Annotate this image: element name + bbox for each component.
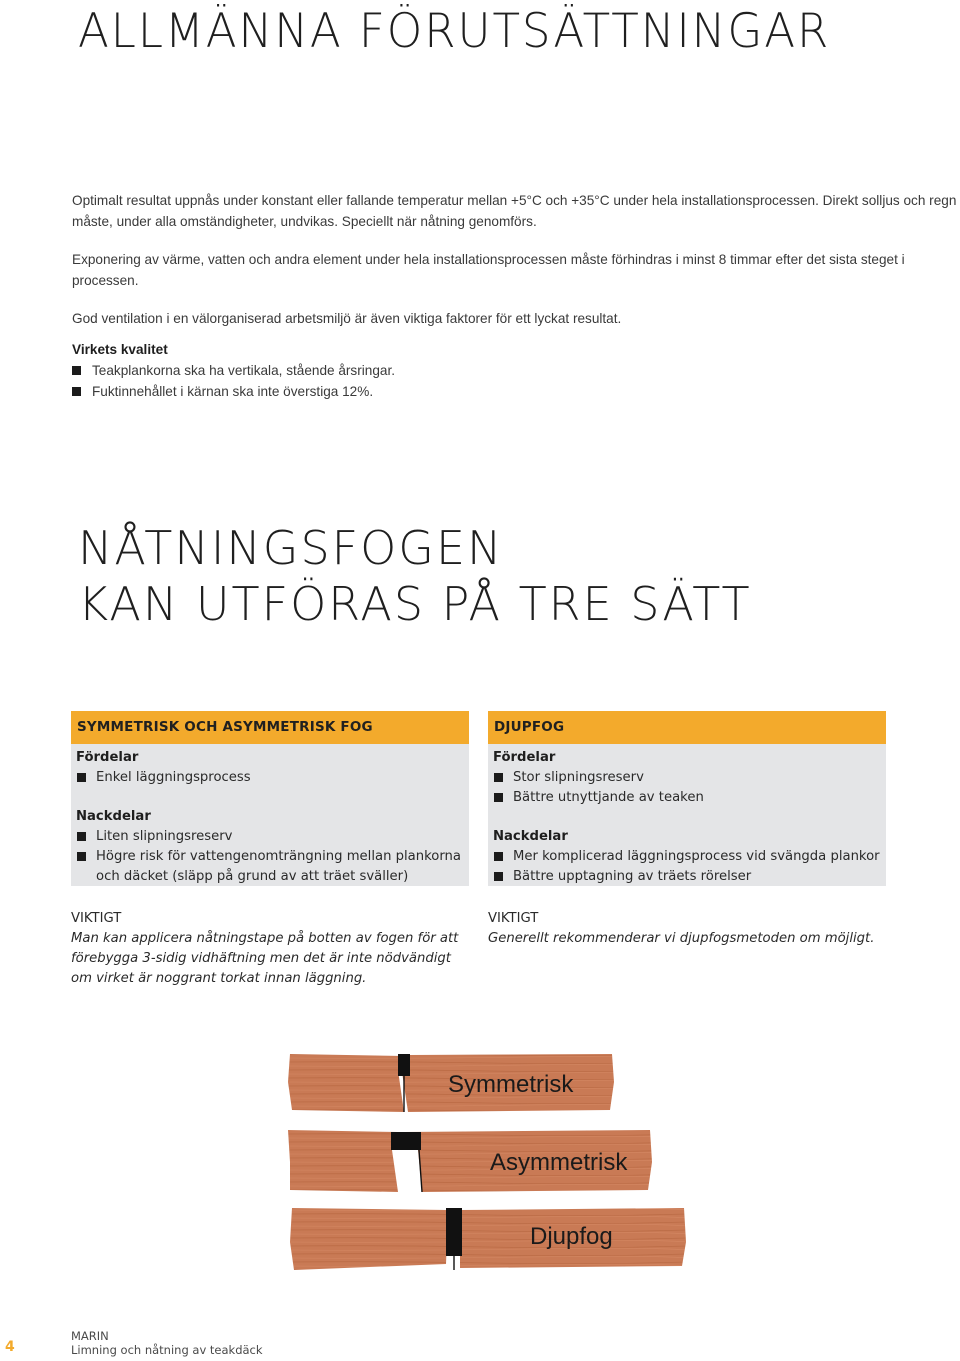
joint-seam	[391, 1132, 421, 1150]
joint-seam	[446, 1208, 462, 1256]
note-text: Generellt rekommenderar vi djupfogsmetoden om möjligt.	[488, 931, 875, 946]
card-heading: SYMMETRISK OCH ASYMMETRISK FOG	[71, 711, 469, 744]
list-item: Liten slipningsreserv	[76, 827, 463, 847]
list-item: Bättre upptagning av träets rörelser	[493, 867, 880, 887]
deep-joint-sample	[290, 1208, 686, 1270]
note-label: VIKTIGT	[488, 911, 539, 926]
footer-text	[71, 1329, 263, 1357]
cons-list	[493, 847, 880, 887]
cons-label: Nackdelar	[493, 829, 568, 844]
page-title: ALLMÄNNA FÖRUTSÄTTNINGAR	[78, 4, 831, 59]
note-symmetric	[71, 909, 471, 989]
card-heading: DJUPFOG	[488, 711, 886, 744]
list-item: Mer komplicerad läggningsprocess vid svängda plankor	[493, 847, 880, 867]
intro-paragraph: God ventilation i en välorganiserad arbetsmiljö är även viktiga faktorer för ett lyckat resultat.	[72, 311, 622, 326]
symmetric-label: Symmetrisk	[448, 1071, 574, 1098]
intro-paragraph: Exponering av värme, vatten och andra element under hela installationsprocessen måste förhindras i minst 8 timmar efter det sista steget i processen.	[72, 252, 905, 288]
cons-list	[76, 827, 463, 887]
pros-label: Fördelar	[76, 750, 139, 765]
square-bullet-icon	[77, 773, 86, 782]
note-text: Man kan applicera nåtningstape på botten av fogen för att förebygga 3-sidig vidhäftning men det är inte nödvändigt om virket är noggrant torkat innan läggning.	[71, 931, 459, 986]
list-item: Högre risk för vattengenomträngning mellan plankorna och däcket (släpp på grund av att träet sväller)	[76, 847, 463, 887]
asymmetric-joint-sample	[288, 1130, 652, 1192]
joint-card-deep	[488, 711, 886, 886]
square-bullet-icon	[494, 852, 503, 861]
square-bullet-icon	[72, 387, 81, 396]
page-number: 4	[5, 1339, 15, 1355]
square-bullet-icon	[494, 773, 503, 782]
square-bullet-icon	[77, 832, 86, 841]
list-item: Enkel läggningsprocess	[76, 768, 463, 788]
joint-illustration	[288, 1052, 688, 1274]
list-item: Bättre utnyttjande av teaken	[493, 788, 880, 808]
section-title: NÅTNINGSFOGEN KAN UTFÖRAS PÅ TRE SÄTT	[78, 521, 752, 631]
intro-paragraph: Optimalt resultat uppnås under konstant eller fallande temperatur mellan +5°C och +35°C under hela installationsprocessen. Direkt solljus och regn måste, under alla omständigheter, undvikas. Speciellt när nåtning genomförs.	[72, 193, 957, 229]
joint-seam	[398, 1054, 410, 1076]
quality-list	[72, 360, 960, 402]
cons-label: Nackdelar	[76, 809, 151, 824]
square-bullet-icon	[494, 793, 503, 802]
quality-heading: Virkets kvalitet	[72, 342, 168, 357]
square-bullet-icon	[77, 852, 86, 861]
pros-label: Fördelar	[493, 750, 556, 765]
pros-list	[493, 768, 880, 808]
note-label: VIKTIGT	[71, 911, 122, 926]
note-deep	[488, 909, 908, 949]
list-item: Teakplankorna ska ha vertikala, stående årsringar.	[72, 360, 960, 381]
list-item: Stor slipningsreserv	[493, 768, 880, 788]
footer-category: MARIN	[71, 1329, 109, 1343]
square-bullet-icon	[494, 872, 503, 881]
intro-section	[72, 190, 960, 402]
pros-list	[76, 768, 463, 788]
square-bullet-icon	[72, 366, 81, 375]
deep-label: Djupfog	[530, 1223, 613, 1250]
joint-card-symmetric	[71, 711, 469, 886]
list-item: Fuktinnehållet i kärnan ska inte överstiga 12%.	[72, 381, 960, 402]
symmetric-joint-sample	[288, 1054, 614, 1112]
asymmetric-label: Asymmetrisk	[490, 1149, 628, 1176]
footer-subtitle: Limning och nåtning av teakdäck	[71, 1343, 263, 1357]
